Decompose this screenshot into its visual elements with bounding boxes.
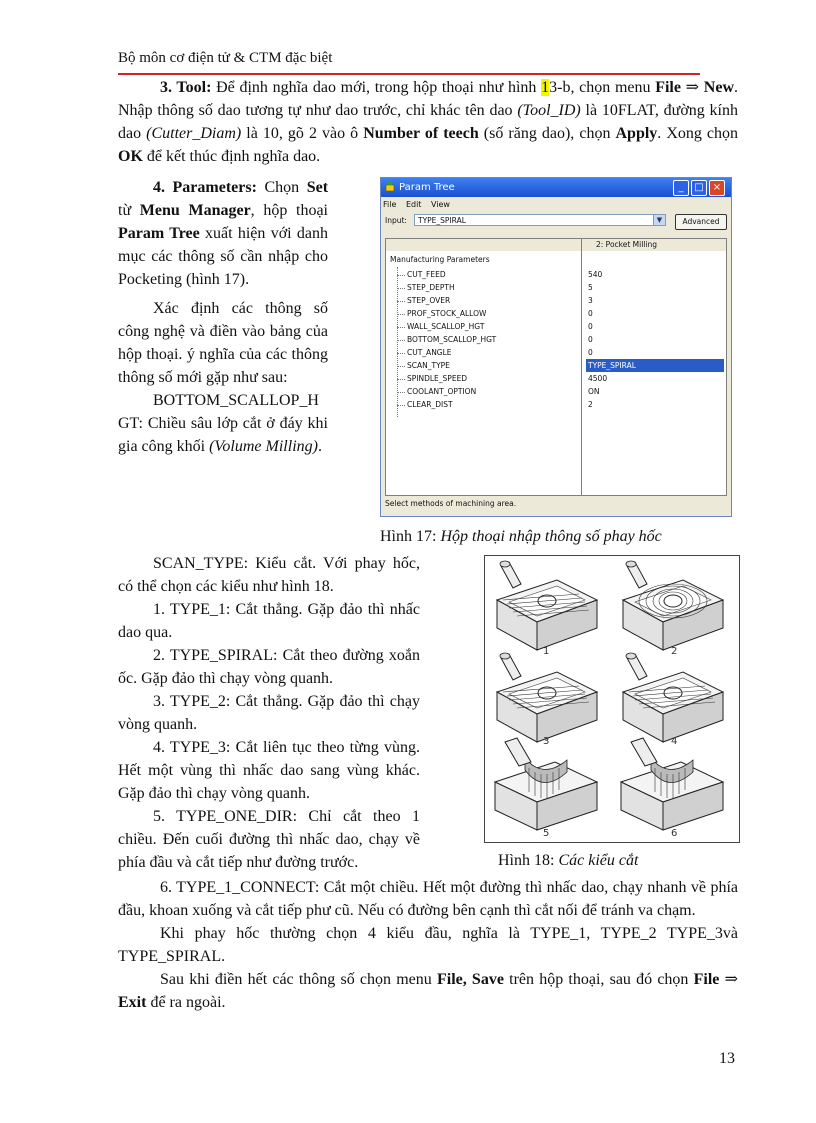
param-value[interactable]: 0 [588, 322, 593, 331]
menu-file[interactable]: File [383, 200, 397, 209]
column-header: 2: Pocket Milling [582, 239, 726, 251]
cut-type-panel-6 [621, 738, 723, 830]
parameter-table [385, 238, 727, 496]
figure-18-caption: Hình 18: Các kiểu cắt [498, 852, 639, 869]
menu-bar [383, 200, 457, 209]
parameters-paragraph: 4. Parameters: Chọn Set từ Menu Manager, hộp thoại Param Tree xuất hiện với danh mục các thông số cần nhập cho Pocketing (hình 17). [118, 179, 329, 288]
tool-heading: 3. Tool: [160, 79, 212, 96]
tree-header [386, 239, 582, 251]
param-value[interactable]: 2 [588, 400, 593, 409]
figure-17-caption: Hình 17: Hộp thoại nhập thông số phay hốc [380, 528, 662, 545]
panel-number: 3 [543, 736, 550, 747]
cut-type-panel-4 [623, 653, 723, 742]
cut-type-panel-3 [497, 653, 597, 742]
dialog-titlebar[interactable] [381, 178, 731, 197]
param-value[interactable]: 0 [588, 309, 593, 318]
param-row[interactable]: BOTTOM_SCALLOP_HGT [397, 333, 496, 346]
param-row[interactable]: SPINDLE_SPEED [397, 372, 467, 385]
cut-type-panel-2 [623, 561, 723, 650]
menu-view[interactable]: View [430, 200, 450, 209]
param-value[interactable]: 0 [588, 348, 593, 357]
input-label: Input: [385, 216, 407, 225]
param-row[interactable]: PROF_STOCK_ALLOW [397, 307, 486, 320]
param-row[interactable]: COOLANT_OPTION [397, 385, 476, 398]
bottom-text [118, 876, 738, 1014]
chevron-down-icon[interactable]: ▼ [653, 215, 665, 225]
param-value[interactable]: 540 [588, 270, 603, 279]
input-select[interactable] [414, 214, 666, 226]
param-row[interactable]: STEP_OVER [397, 294, 450, 307]
scan-type-column [118, 552, 420, 874]
parameters-column [118, 176, 328, 458]
scan-type-item: 5. TYPE_ONE_DIR: Chỉ cắt theo 1 chiều. Đến cuối đường thì nhấc dao, chạy về phía đầu và cắt tiếp như đường trước. [118, 808, 420, 871]
maximize-icon[interactable]: □ [691, 180, 707, 196]
param-tree-dialog [380, 177, 732, 517]
type-1-connect-paragraph: 6. TYPE_1_CONNECT: Cắt một chiều. Hết một đường thì nhấc dao, chạy nhanh về phía đầu, khoan xuống và cắt tiếp phư cũ. Nếu có đường bên cạnh thì cắt nối để tránh va chạm. [118, 879, 738, 919]
param-value-selected[interactable]: TYPE_SPIRAL [586, 359, 724, 372]
highlight: 1 [541, 79, 550, 96]
app-icon [385, 181, 395, 192]
panel-number: 1 [543, 646, 550, 657]
param-value[interactable]: 0 [588, 335, 593, 344]
param-row[interactable]: CLEAR_DIST [397, 398, 453, 411]
cutting-types-illustration [485, 556, 739, 842]
tree-root-label: Manufacturing Parameters [390, 255, 490, 264]
header-rule [118, 73, 700, 75]
panel-number: 6 [671, 828, 678, 839]
bottom-scallop-paragraph: BOTTOM_SCALLOP_HGT: Chiều sâu lớp cắt ở đáy khi gia công khối (Volume Milling). [118, 392, 328, 455]
status-bar: Select methods of machining area. [385, 499, 517, 508]
scan-type-item: 3. TYPE_2: Cắt thẳng. Gặp đảo thì chạy vòng quanh. [118, 693, 420, 733]
figure-18 [484, 555, 740, 843]
input-select-value: TYPE_SPIRAL [418, 216, 466, 225]
column-separator [581, 239, 582, 495]
save-exit-paragraph: Sau khi điền hết các thông số chọn menu File, Save trên hộp thoại, sau đó chọn File ⇒ Exit để ra ngoài. [118, 971, 739, 1011]
param-value[interactable]: 3 [588, 296, 593, 305]
param-row[interactable]: SCAN_TYPE [397, 359, 450, 372]
dialog-title: Param Tree [399, 182, 455, 193]
cut-type-panel-5 [495, 738, 597, 830]
param-value[interactable]: 4500 [588, 374, 608, 383]
page-header: Bộ môn cơ điện tử & CTM đặc biệt [118, 50, 333, 66]
scan-type-item: 1. TYPE_1: Cắt thẳng. Gặp đảo thì nhấc dao qua. [118, 601, 420, 641]
advanced-button[interactable]: Advanced [675, 214, 727, 230]
panel-number: 2 [671, 646, 678, 657]
cut-type-panel-1 [497, 561, 597, 650]
param-row[interactable]: CUT_ANGLE [397, 346, 452, 359]
panel-number: 5 [543, 828, 550, 839]
param-row[interactable]: STEP_DEPTH [397, 281, 455, 294]
minimize-icon[interactable]: _ [673, 180, 689, 196]
scan-type-intro: SCAN_TYPE: Kiểu cắt. Với phay hốc, có thể chọn các kiểu như hình 18. [118, 555, 420, 595]
param-row[interactable]: CUT_FEED [397, 268, 446, 281]
page-number: 13 [719, 1050, 735, 1067]
tool-paragraph: 3. Tool: Để định nghĩa dao mới, trong hộp thoại như hình 13-b, chọn menu File ⇒ New. Nhập thông số dao tương tự như dao trước, chỉ khác tên dao (Tool_ID) là 10FLAT, đường kính dao (Cutter_Diam) là 10, gõ 2 vào ô Number of teech (số răng dao), chọn Apply. Xong chọn OK để kết thúc định nghĩa dao. [118, 79, 739, 165]
parameters-paragraph-2: Xác định các thông số công nghệ và điền vào bảng của hộp thoại. ý nghĩa của các thông thông số mới gặp như sau: [118, 300, 328, 386]
param-value[interactable]: 5 [588, 283, 593, 292]
panel-number: 4 [671, 736, 678, 747]
menu-edit[interactable]: Edit [405, 200, 422, 209]
recommendation-paragraph: Khi phay hốc thường chọn 4 kiểu đầu, nghĩa là TYPE_1, TYPE_2 TYPE_3và TYPE_SPIRAL. [118, 925, 738, 965]
param-value[interactable]: ON [588, 387, 600, 396]
close-icon[interactable]: × [709, 180, 725, 196]
scan-type-item: 2. TYPE_SPIRAL: Cắt theo đường xoắn ốc. Gặp đảo thì chạy vòng quanh. [118, 647, 420, 687]
scan-type-item: 4. TYPE_3: Cắt liên tục theo từng vùng. Hết một vùng thì nhấc dao sang vùng khác. Gặp đảo thì chạy vòng quanh. [118, 739, 420, 802]
param-row[interactable]: WALL_SCALLOP_HGT [397, 320, 484, 333]
